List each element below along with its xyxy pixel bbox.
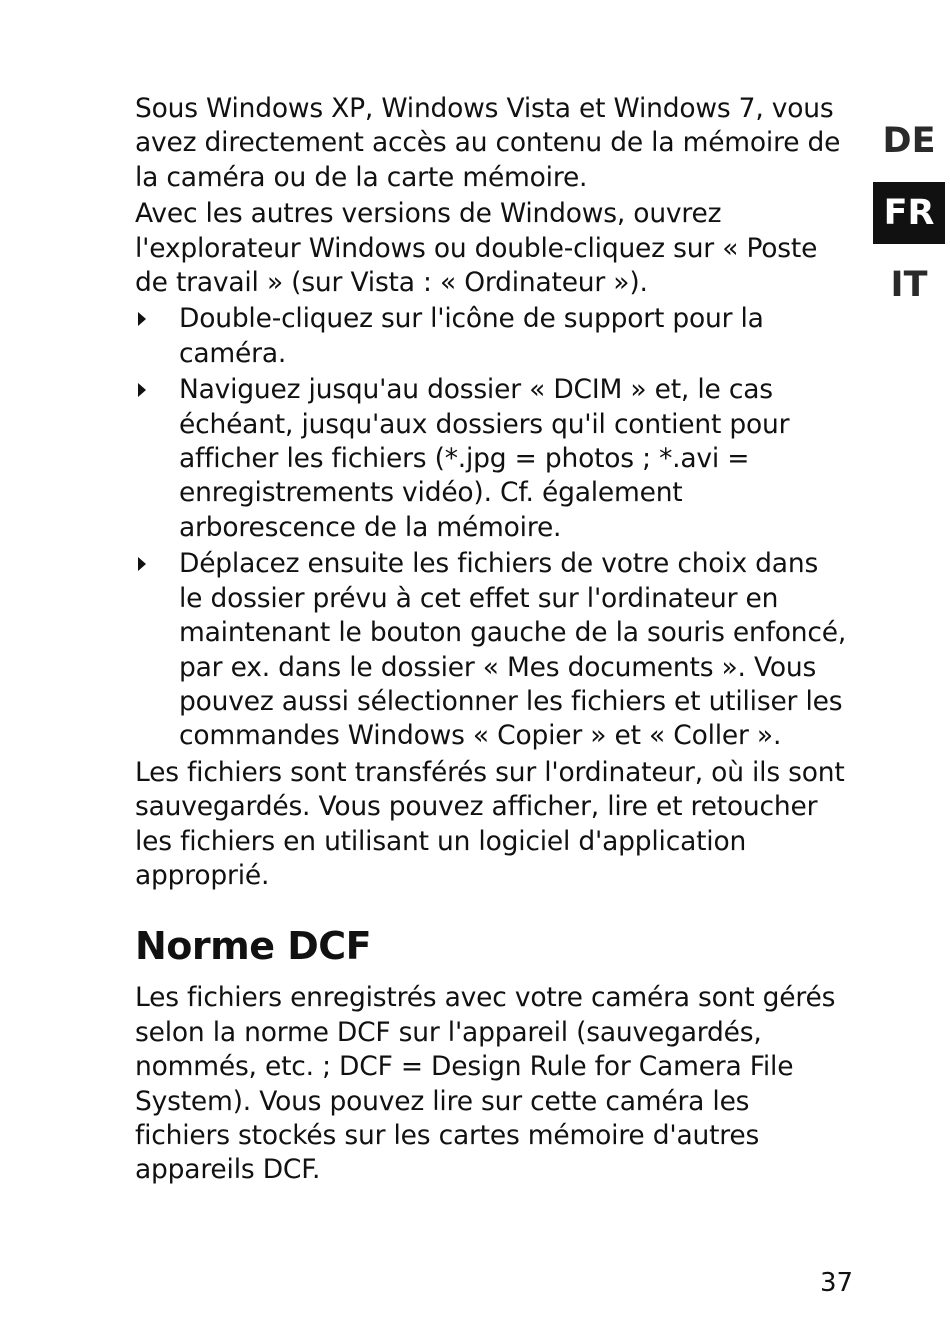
outro-paragraph: Les fichiers sont transférés sur l'ordinateur, où ils sont sauvegardés. Vous pouvez afficher, lire et retoucher les fichiers en utilisant un logiciel d'application approprié.: [135, 756, 845, 891]
step-text: Déplacez ensuite les fichiers de votre choix dans le dossier prévu à cet effet sur l'ordinateur en maintenant le bouton gauche de la souris enfoncé, par ex. dans le dossier « Mes documents ». Vous pouvez aussi sélectionner les fichiers et utiliser les commandes Windows « Copier » et « Coller ».: [179, 548, 847, 752]
step-text: Naviguez jusqu'au dossier « DCIM » et, le cas échéant, jusqu'aux dossiers qu'il contient pour afficher les fichiers (*.jpg = photos ; *.avi = enregistrements vidéo). Cf. également arborescence de la mémoire.: [179, 374, 790, 543]
triangle-right-icon: [138, 312, 146, 326]
intro-paragraph-2: Avec les autres versions de Windows, ouvrez l'explorateur Windows ou double-cliquez sur « Poste de travail » (sur Vista : « Ordinateur »).: [135, 198, 818, 299]
steps-list: [135, 302, 847, 753]
intro-paragraph-1: Sous Windows XP, Windows Vista et Windows 7, vous avez directement accès au contenu de la mémoire de la caméra ou de la carte mémoire.: [135, 93, 841, 193]
dcf-paragraph: Les fichiers enregistrés avec votre caméra sont gérés selon la norme DCF sur l'appareil (sauvegardés, nommés, etc. ; DCF = Design Rule for Camera File System). Vous pouvez lire sur cette caméra les fichiers stockés sur les cartes mémoire d'autres appareils DCF.: [135, 982, 836, 1186]
language-tab-it: IT: [890, 265, 928, 305]
section-heading: Norme DCF: [135, 924, 372, 969]
language-tabs: [873, 110, 945, 326]
list-item: [135, 373, 847, 545]
triangle-right-icon: [138, 557, 146, 571]
triangle-right-icon: [138, 383, 146, 397]
step-text: Double-cliquez sur l'icône de support pour la caméra.: [179, 303, 764, 369]
list-item: [135, 302, 847, 371]
list-item: [135, 547, 847, 753]
language-tab-de: DE: [882, 121, 936, 161]
page-number: 37: [820, 1268, 854, 1298]
language-tab-fr: FR: [873, 182, 945, 244]
page-content: [135, 92, 847, 1188]
